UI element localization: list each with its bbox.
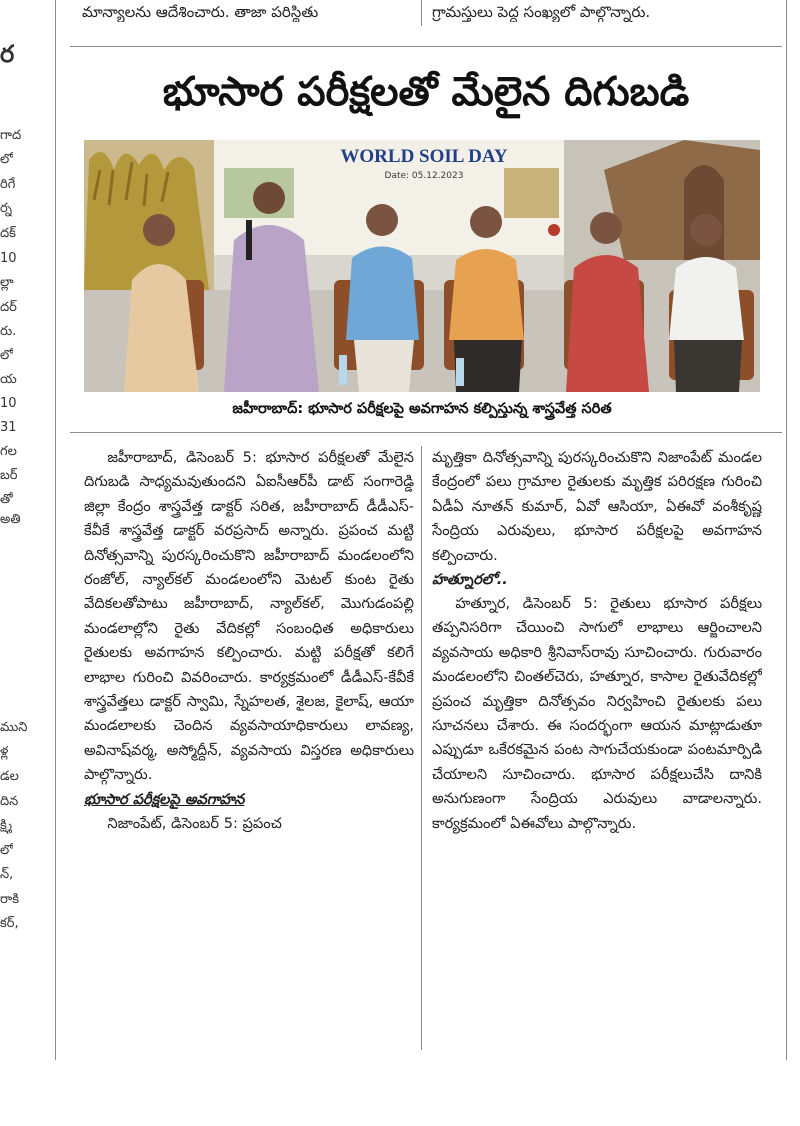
fragment-line: బర్: [0, 468, 18, 483]
fragment-line: ర్న: [0, 201, 12, 216]
fragment-line: ళ్ల: [0, 744, 9, 759]
fragment-line: డల: [0, 769, 19, 784]
article-subheading: భూసార పరీక్షలపై అవగాహన: [84, 791, 245, 808]
headline: భూసార పరీక్షలతో మేలైన దిగుబడి: [162, 69, 690, 115]
fragment-line: ముని: [0, 720, 28, 735]
fragment-line: న్,: [0, 867, 14, 882]
column-rule-left: [55, 0, 56, 1060]
fragment-line: 10: [0, 251, 17, 266]
column-rule-right: [786, 0, 787, 1060]
top-divider: [70, 46, 782, 47]
article-column-1: [84, 446, 414, 1050]
article-subheading: హత్నూరలో..: [432, 572, 508, 589]
column-rule-body: [421, 446, 422, 1050]
caption-divider: [70, 432, 782, 433]
fragment-line: 31: [0, 420, 17, 435]
left-column-fragments: [0, 0, 50, 1060]
fragment-heading: ర: [0, 40, 15, 68]
fragment-line: రిగే: [0, 177, 16, 192]
article-paragraph: హత్నూర, డిసెంబర్ 5: రైతులు భూసార పరీక్షలు తప్పనిసరిగా చేయించి సాగులో లాభాలు ఆర్జించాలని వ్యవసాయ అధికారి శ్రీనివాస్‌రావు సూచించారు. గురువారం మండలంలోని చింతల్‌చెరు, హత్నూర, కాసాల రైతువేదికల్లో ప్రపంచ మృత్తికా దినోత్సవం నిర్వహించి రైతులకు పలు సూచనలు చేశారు. ఈ సందర్భంగా ఆయన మాట్లాడుతూ ఎప్పుడూ ఒకేరకమైన పంట సాగుచేయకుండా పంటమార్పిడి చేయాలని సూచించారు. భూసార పరీక్షలుచేసి దానికి అనుగుణంగా సేంద్రియ ఎరువులు వాడాలన్నారు. కార్యక్రమంలో ఏఈవోలు పాల్గొన్నారు.: [432, 595, 762, 832]
fragment-line: క్ష్మి: [0, 818, 13, 833]
fragment-line: దిన: [0, 794, 19, 809]
fragment-line: లో: [0, 348, 14, 363]
fragment-line: దర్: [0, 300, 17, 315]
photo-caption: జహీరాబాద్: భూసార పరీక్షలపై అవగాహన కల్పిస్తున్న శాస్త్రవేత్త సరిత: [232, 401, 612, 417]
fragment-line: 10: [0, 396, 17, 411]
fragment-line: రాకి: [0, 892, 20, 907]
fragment-line: అతి: [0, 512, 21, 527]
article-column-2: [432, 446, 762, 1050]
fragment-line: లో: [0, 152, 14, 167]
top-strip-right-text: గ్రామస్తులు పెద్ద సంఖ్యలో పాల్గొన్నారు.: [432, 3, 651, 21]
article-paragraph: మృత్తికా దినోత్సవాన్ని పురస్కరించుకొని నిజాంపేట్ మండల కేంద్రంలో పలు గ్రామాల రైతులకు మృత్తిక పరిరక్షణ గురించి ఏడీఏ నూతన్ కుమార్, ఏవో ఆసియా, ఏఈవో వంశీకృష్ణ సేంద్రియ ఎరువులు, భూసార పరీక్షలపై అవగాహన కల్పించారు.: [432, 449, 762, 564]
fragment-line: కర్,: [0, 916, 19, 931]
column-rule-top-mid: [421, 0, 422, 26]
photo-banner-date: Date: 05.12.2023: [384, 171, 464, 181]
fragment-line: తో: [0, 492, 13, 507]
photo-banner-title: WORLD SOIL DAY: [340, 146, 508, 167]
article-paragraph: జహీరాబాద్, డిసెంబర్ 5: భూసార పరీక్షలతో మేలైన దిగుబడి సాధ్యమవుతుందని ఏఐసీఆర్‌పీ డాట్ సంగారెడ్డి జిల్లా కేంద్రం శాస్త్రవేత్త డాక్టర్ సరిత, జహీరాబాద్ డీడీఎస్-కేవీకే శాస్త్రవేత్త డాక్టర్ వరప్రసాద్ అన్నారు. ప్రపంచ మట్టి దినోత్సవాన్ని పురస్కరించుకొని జహీరాబాద్ మండలంలోని రంజోల్, న్యాల్‌కల్ మండలంలోని మెటల్ కుంట రైతు వేదికలతోపాటు జహీరాబాద్, న్యాల్‌కల్, మొగుడంపల్లి మండలాల్లోని రైతు వేదికల్లో సంబంధిత అధికారులు రైతులకు అవగాహన కల్పించారు. మట్టి పరీక్షతో కలిగే లాభాల గురించి వివరించారు. కార్యక్రమంలో డీడీఎస్-కేవీకే శాస్త్రవేత్తలు డాక్టర్ స్వామి, స్నేహలత, శైలజ, కైలాష్, ఆయా మండలాలకు చెందిన వ్యవసాయాధికారులు లావణ్య, అవినాష్‌వర్మ, అస్మోద్దీన్, వ్యవసాయ విస్తరణ అధికారులు పాల్గొన్నారు.: [84, 449, 414, 784]
event-photo: [84, 140, 760, 392]
fragment-line: దక్: [0, 226, 16, 241]
article-paragraph: నిజాంపేట్, డిసెంబర్ 5: ప్రపంచ: [107, 814, 282, 832]
top-strip-left-text: మాన్యాలను ఆదేశించారు. తాజా పరిస్థితు: [82, 3, 319, 21]
fragment-line: ల్లా: [0, 275, 14, 290]
fragment-line: గాద: [0, 128, 22, 143]
fragment-line: లో: [0, 843, 14, 858]
fragment-line: య: [0, 372, 17, 387]
fragment-line: గల: [0, 444, 17, 459]
fragment-line: రు.: [0, 324, 17, 339]
